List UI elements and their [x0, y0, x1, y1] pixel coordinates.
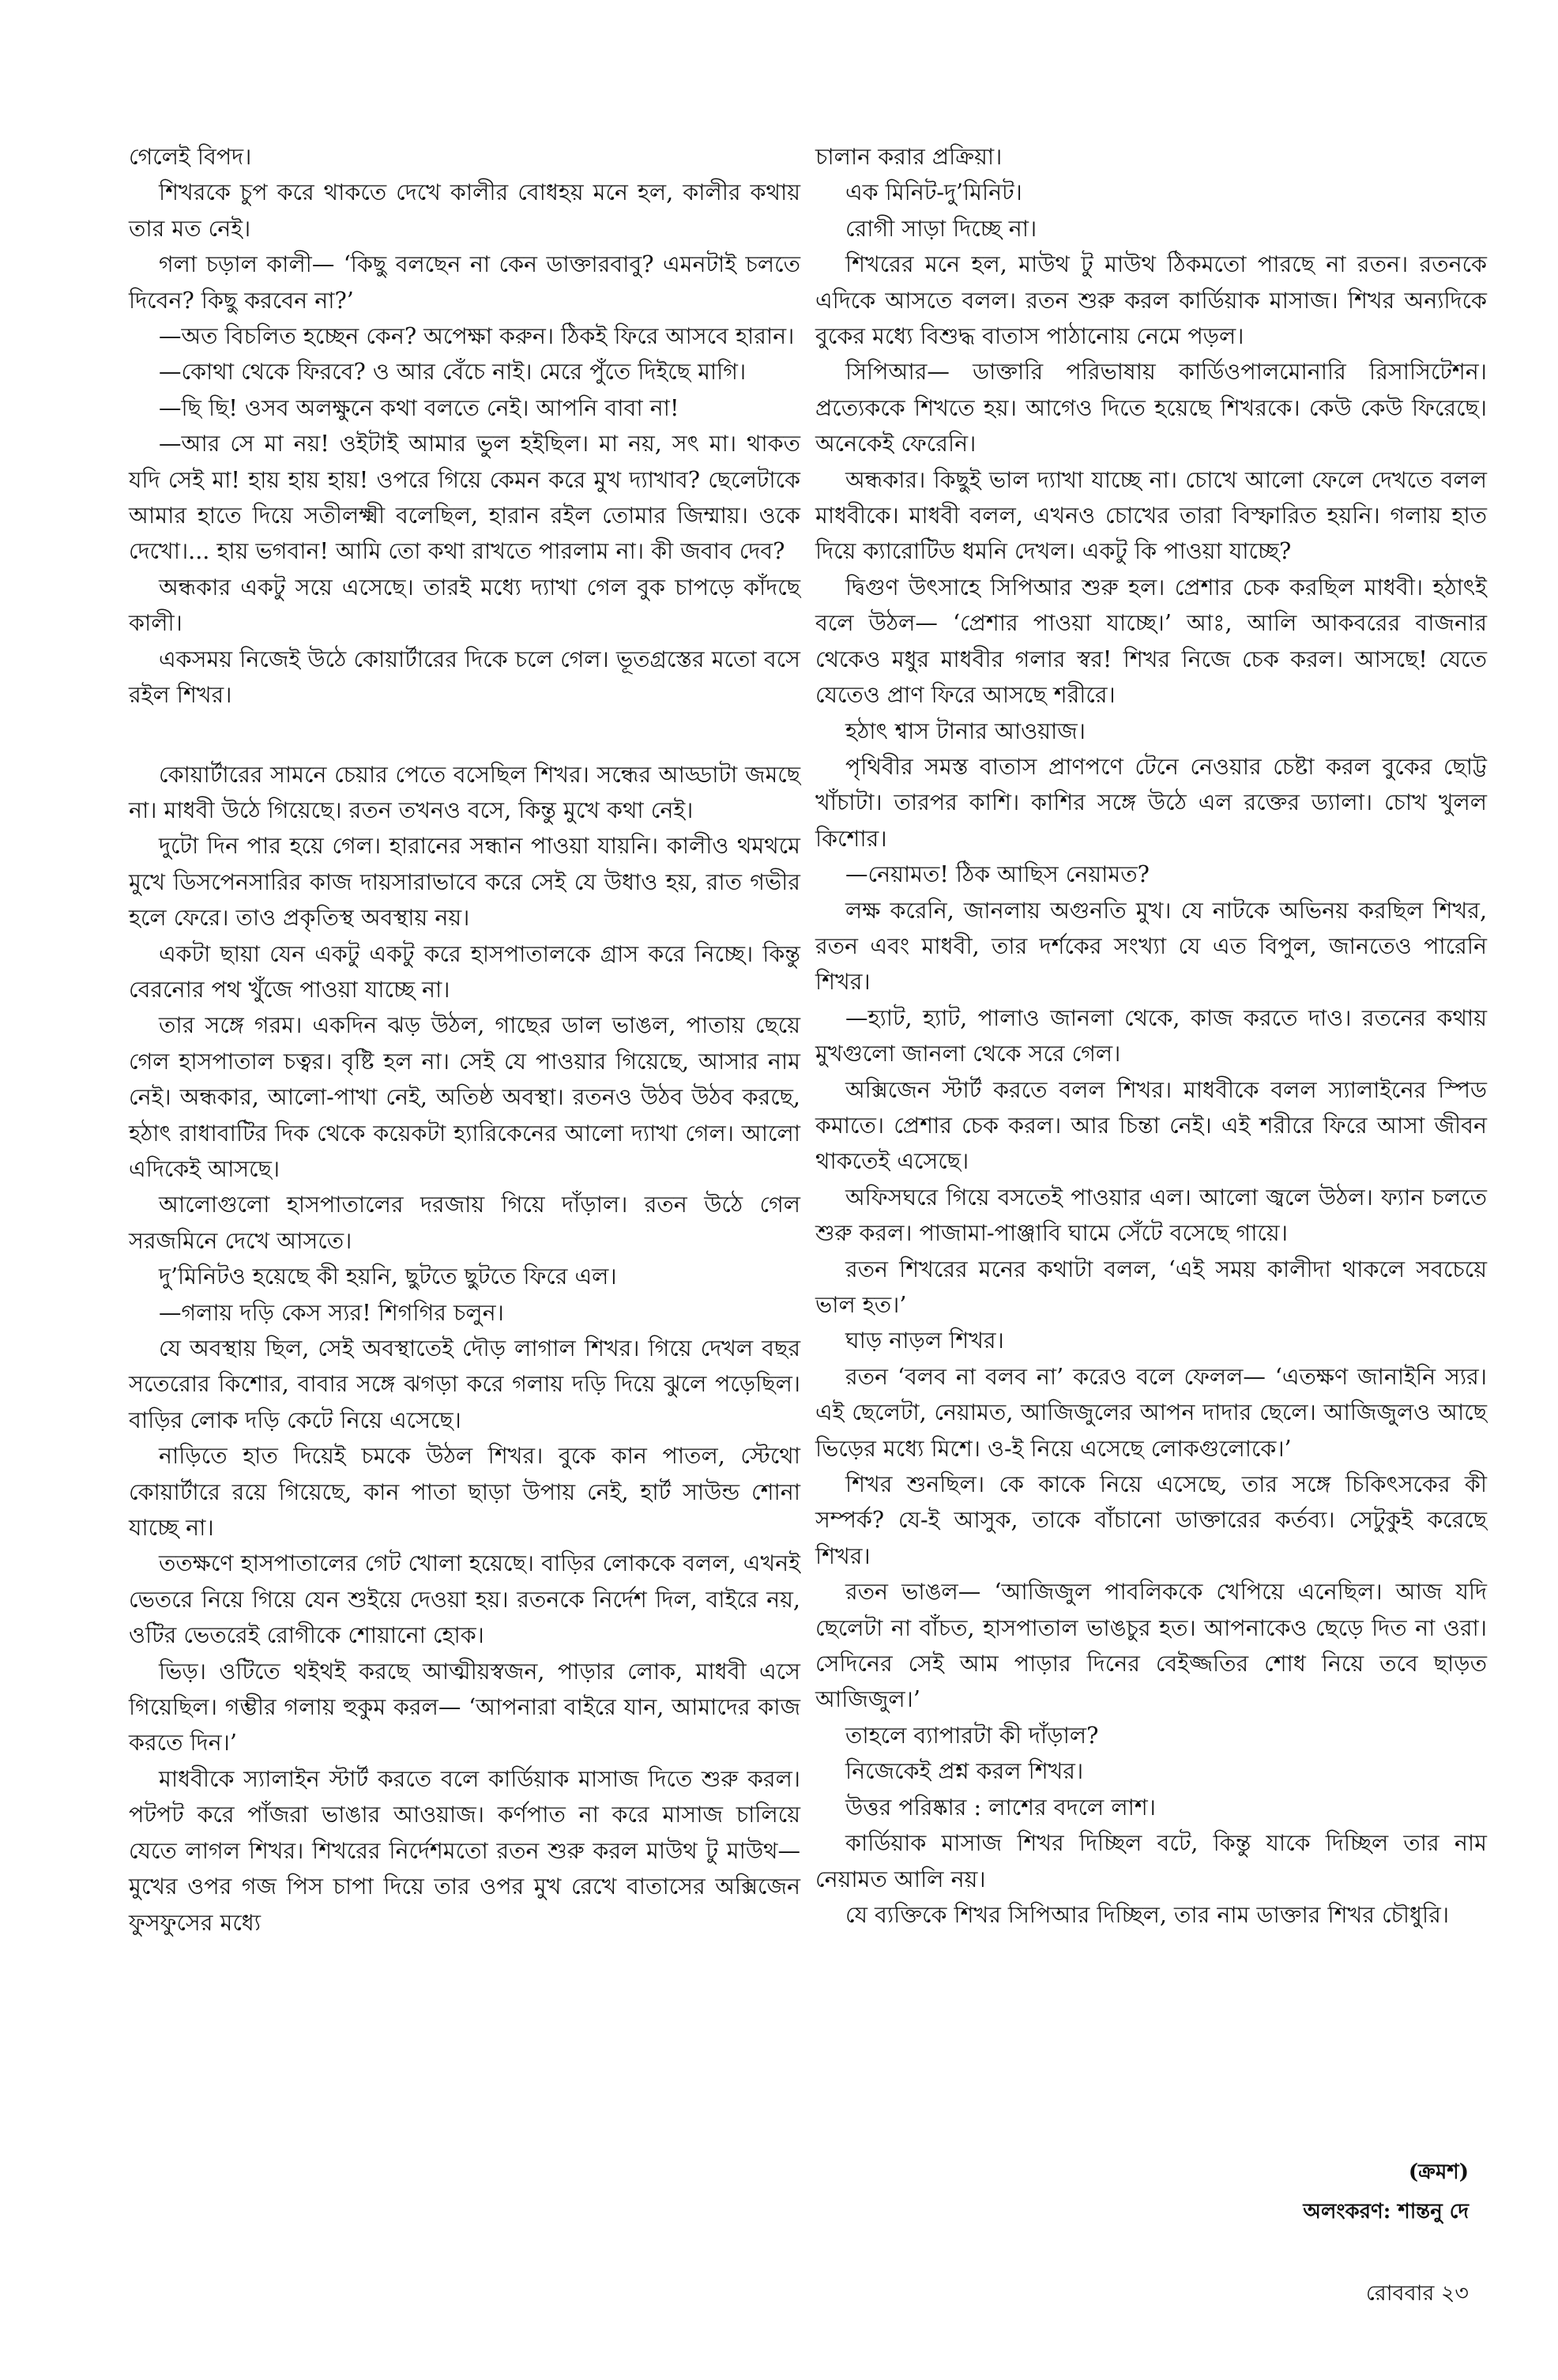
paragraph: একসময় নিজেই উঠে কোয়ার্টারের দিকে চলে গেল। ভূতগ্রস্তের মতো বসে রইল শিখর। — [129, 646, 800, 709]
paragraph: দু’মিনিটও হয়েছে কী হয়নি, ছুটতে ছুটতে ফিরে এল। — [159, 1263, 617, 1290]
paragraph: —হ্যাট, হ্যাট, পালাও জানলা থেকে, কাজ করতে দাও। রতনের কথায় মুখগুলো জানলা থেকে সরে গেল। — [815, 1004, 1487, 1068]
paragraph: অক্সিজেন স্টার্ট করতে বলল শিখর। মাধবীকে বলল স্যালাইনের স্পিড কমাতে। প্রেশার চেক করল। আর চিন্তা নেই। এই শরীরে ফিরে আসা জীবন থাকতেই এসেছে। — [815, 1076, 1487, 1175]
paragraph: কোয়ার্টারের সামনে চেয়ার পেতে বসেছিল শিখর। সন্ধের আড্ডাটা জমছে না। মাধবী উঠে গিয়েছে। রতন তখনও বসে, কিন্তু মুখে কথা নেই। — [129, 761, 800, 823]
paragraph: যে ব্যক্তিকে শিখর সিপিআর দিচ্ছিল, তার নাম ডাক্তার শিখর চৌধুরি। — [845, 1901, 1450, 1928]
paragraph: নিজেকেই প্রশ্ন করল শিখর। — [845, 1758, 1084, 1785]
paragraph: রতন ভাঙল— ‘আজিজুল পাবলিককে খেপিয়ে এনেছিল। আজ যদি ছেলেটা না বাঁচত, হাসপাতাল ভাঙচুর হত। আপনাকেও ছেড়ে দিত না ওরা। সেদিনের সেই আম পাড়ার দিনের বেইজ্জতির শোধ নিয়ে তবে ছাড়ত আজিজুল।’ — [815, 1579, 1487, 1713]
paragraph: লক্ষ করেনি, জানলায় অগুনতি মুখ। যে নাটকে অভিনয় করছিল শিখর, রতন এবং মাধবী, তার দর্শকের সংখ্যা যে এত বিপুল, জানতেও পারেনি শিখর। — [815, 897, 1487, 996]
paragraph: ঘাড় নাড়ল শিখর। — [845, 1327, 1004, 1354]
paragraph: অফিসঘরে গিয়ে বসতেই পাওয়ার এল। আলো জ্বলে উঠল। ফ্যান চলতে শুরু করল। পাজামা-পাঞ্জাবি ঘামে সেঁটে বসেছে গায়ে। — [815, 1184, 1487, 1247]
paragraph: গলা চড়াল কালী— ‘কিছু বলছেন না কেন ডাক্তারবাবু? এমনটাই চলতে দিবেন? কিছু করবেন না?’ — [129, 251, 800, 314]
paragraph: হঠাৎ শ্বাস টানার আওয়াজ। — [845, 717, 1086, 744]
paragraph: রতন ‘বলব না বলব না’ করেও বলে ফেলল— ‘এতক্ষণ জানাইনি স্যর। এই ছেলেটা, নেয়ামত, আজিজুলের আপন দাদার ছেলে। আজিজুলও আছে ভিড়ের মধ্যে মিশে। ও-ই নিয়ে এসেছে লোকগুলোকে।’ — [815, 1363, 1487, 1462]
paragraph: —ছি ছি! ওসব অলক্ষুনে কথা বলতে নেই। আপনি বাবা না! — [159, 394, 679, 421]
paragraph: ততক্ষণে হাসপাতালের গেট খোলা হয়েছে। বাড়ির লোককে বলল, এখনই ভেতরে নিয়ে গিয়ে যেন শুইয়ে দেওয়া হয়। রতনকে নির্দেশ দিল, বাইরে নয়, ওটির ভেতরেই রোগীকে শোয়ানো হোক। — [129, 1550, 800, 1649]
paragraph: শিখর শুনছিল। কে কাকে নিয়ে এসেছে, তার সঙ্গে চিকিৎসকের কী সম্পর্ক? যে-ই আসুক, তাকে বাঁচানো ডাক্তারের কর্তব্য। সেটুকুই করেছে শিখর। — [815, 1471, 1487, 1569]
paragraph: দুটো দিন পার হয়ে গেল। হারানের সন্ধান পাওয়া যায়নি। কালীও থমথমে মুখে ডিসপেনসারির কাজ দায়সারাভাবে করে সেই যে উধাও হয়, রাত গভীর হলে ফেরে। তাও প্রকৃতিস্থ অবস্থায় নয়। — [129, 833, 800, 932]
paragraph: নাড়িতে হাত দিয়েই চমকে উঠল শিখর। বুকে কান পাতল, স্টেথো কোয়ার্টারে রয়ে গিয়েছে, কান পাতা ছাড়া উপায় নেই, হার্ট সাউন্ড শোনা যাচ্ছে না। — [129, 1443, 800, 1542]
paragraph: অন্ধকার একটু সয়ে এসেছে। তারই মধ্যে দ্যাখা গেল বুক চাপড়ে কাঁদছে কালী। — [129, 574, 800, 637]
paragraph: —নেয়ামত! ঠিক আছিস নেয়ামত? — [845, 861, 1150, 888]
paragraph: তাহলে ব্যাপারটা কী দাঁড়াল? — [845, 1722, 1099, 1749]
paragraph: উত্তর পরিষ্কার : লাশের বদলে লাশ। — [845, 1794, 1156, 1821]
paragraph: সিপিআর— ডাক্তারি পরিভাষায় কার্ডিওপালমোনারি রিসাসিটেশন। প্রত্যেককে শিখতে হয়। আগেও দিতে হয়েছে শিখরকে। কেউ কেউ ফিরেছে। অনেকেই ফেরেনি। — [815, 359, 1487, 458]
paragraph: গেলেই বিপদ। — [129, 144, 252, 170]
series-continued-note: (ক্রমশ) — [1408, 2160, 1469, 2184]
story-column-right — [815, 139, 1487, 1933]
paragraph: তার সঙ্গে গরম। একদিন ঝড় উঠল, গাছের ডাল ভাঙল, পাতায় ছেয়ে গেল হাসপাতাল চত্বর। বৃষ্টি হল না। সেই যে পাওয়ার গিয়েছে, আসার নাম নেই। অন্ধকার, আলো-পাখা নেই, অতিষ্ঠ অবস্থা। রতনও উঠব উঠব করছে, হঠাৎ রাধাবাটির দিক থেকে কয়েকটা হ্যারিকেনের আলো দ্যাখা গেল। আলো এদিকেই আসছে। — [129, 1012, 800, 1182]
paragraph: দ্বিগুণ উৎসাহে সিপিআর শুরু হল। প্রেশার চেক করছিল মাধবী। হঠাৎই বলে উঠল— ‘প্রেশার পাওয়া যাচ্ছে।’ আঃ, আলি আকবরের বাজনার থেকেও মধুর মাধবীর গলার স্বর! শিখর নিজে চেক করল। আসছে! যেতে যেতেও প্রাণ ফিরে আসছে শরীরে। — [815, 574, 1487, 709]
paragraph: মাধবীকে স্যালাইন স্টার্ট করতে বলে কার্ডিয়াক মাসাজ দিতে শুরু করল। পটপট করে পাঁজরা ভাঙার আওয়াজ। কর্ণপাত না করে মাসাজ চালিয়ে যেতে লাগল শিখর। শিখরের নির্দেশমতো রতন শুরু করল মাউথ টু মাউথ— মুখের ওপর গজ পিস চাপা দিয়ে তার ওপর মুখ রেখে বাতাসের অক্সিজেন ফুসফুসের মধ্যে — [129, 1765, 800, 1936]
page-folio: রোববার ২৩ — [1365, 2281, 1469, 2306]
paragraph: চালান করার প্রক্রিয়া। — [815, 144, 1003, 170]
paragraph: ভিড়। ওটিতে থইথই করছে আত্মীয়স্বজন, পাড়ার লোক, মাধবী এসে গিয়েছিল। গম্ভীর গলায় হুকুম করল— ‘আপনারা বাইরে যান, আমাদের কাজ করতে দিন।’ — [129, 1658, 800, 1757]
paragraph: —কোথা থেকে ফিরবে? ও আর বেঁচে নাই। মেরে পুঁতে দিইছে মাগি। — [159, 359, 747, 386]
paragraph: শিখরকে চুপ করে থাকতে দেখে কালীর বোধহয় মনে হল, কালীর কথায় তার মত নেই। — [129, 179, 800, 242]
paragraph: —আর সে মা নয়! ওইটাই আমার ভুল হইছিল। মা নয়, সৎ মা। থাকত যদি সেই মা! হায় হায় হায়! ওপরে গিয়ে কেমন করে মুখ দ্যাখাব? ছেলেটাকে আমার হাতে দিয়ে সতীলক্ষ্মী বলেছিল, হারান রইল তোমার জিম্মায়। ওকে দেখো।... হায় ভগবান! আমি তো কথা রাখতে পারলাম না। কী জবাব দেব? — [129, 431, 800, 565]
section-break — [129, 714, 800, 757]
paragraph: কার্ডিয়াক মাসাজ শিখর দিচ্ছিল বটে, কিন্তু যাকে দিচ্ছিল তার নাম নেয়ামত আলি নয়। — [815, 1830, 1487, 1892]
story-column-left — [129, 139, 800, 1941]
paragraph: রোগী সাড়া দিচ্ছে না। — [845, 215, 1037, 242]
paragraph: —অত বিচলিত হচ্ছেন কেন? অপেক্ষা করুন। ঠিকই ফিরে আসবে হারান। — [159, 323, 795, 350]
paragraph: রতন শিখরের মনের কথাটা বলল, ‘এই সময় কালীদা থাকলে সবচেয়ে ভাল হত।’ — [815, 1256, 1487, 1318]
paragraph: এক মিনিট-দু’মিনিট। — [845, 179, 1022, 206]
paragraph: যে অবস্থায় ছিল, সেই অবস্থাতেই দৌড় লাগাল শিখর। গিয়ে দেখল বছর সতেরোর কিশোর, বাবার সঙ্গে ঝগড়া করে গলায় দড়ি দিয়ে ঝুলে পড়েছিল। বাড়ির লোক দড়ি কেটে নিয়ে এসেছে। — [129, 1335, 800, 1433]
paragraph: অন্ধকার। কিছুই ভাল দ্যাখা যাচ্ছে না। চোখে আলো ফেলে দেখতে বলল মাধবীকে। মাধবী বলল, এখনও চোখের তারা বিস্ফারিত হয়নি। গলায় হাত দিয়ে ক্যারোটিড ধমনি দেখল। একটু কি পাওয়া যাচ্ছে? — [815, 466, 1487, 565]
paragraph: একটা ছায়া যেন একটু একটু করে হাসপাতালকে গ্রাস করে নিচ্ছে। কিন্তু বেরনোর পথ খুঁজে পাওয়া যাচ্ছে না। — [129, 940, 800, 1003]
paragraph: —গলায় দড়ি কেস স্যর! শিগগির চলুন। — [159, 1299, 504, 1326]
illustration-credit: অলংকরণ: শান্তনু দে — [1303, 2200, 1469, 2224]
paragraph: আলোগুলো হাসপাতালের দরজায় গিয়ে দাঁড়াল। রতন উঠে গেল সরজমিনে দেখে আসতে। — [129, 1192, 800, 1254]
paragraph: পৃথিবীর সমস্ত বাতাস প্রাণপণে টেনে নেওয়ার চেষ্টা করল বুকের ছোট্ট খাঁচাটা। তারপর কাশি। কাশির সঙ্গে উঠে এল রক্তের ড্যালা। চোখ খুলল কিশোর। — [815, 753, 1487, 852]
paragraph: শিখরের মনে হল, মাউথ টু মাউথ ঠিকমতো পারছে না রতন। রতনকে এদিকে আসতে বলল। রতন শুরু করল কার্ডিয়াক মাসাজ। শিখর অন্যদিকে বুকের মধ্যে বিশুদ্ধ বাতাস পাঠানোয় নেমে পড়ল। — [815, 251, 1487, 350]
